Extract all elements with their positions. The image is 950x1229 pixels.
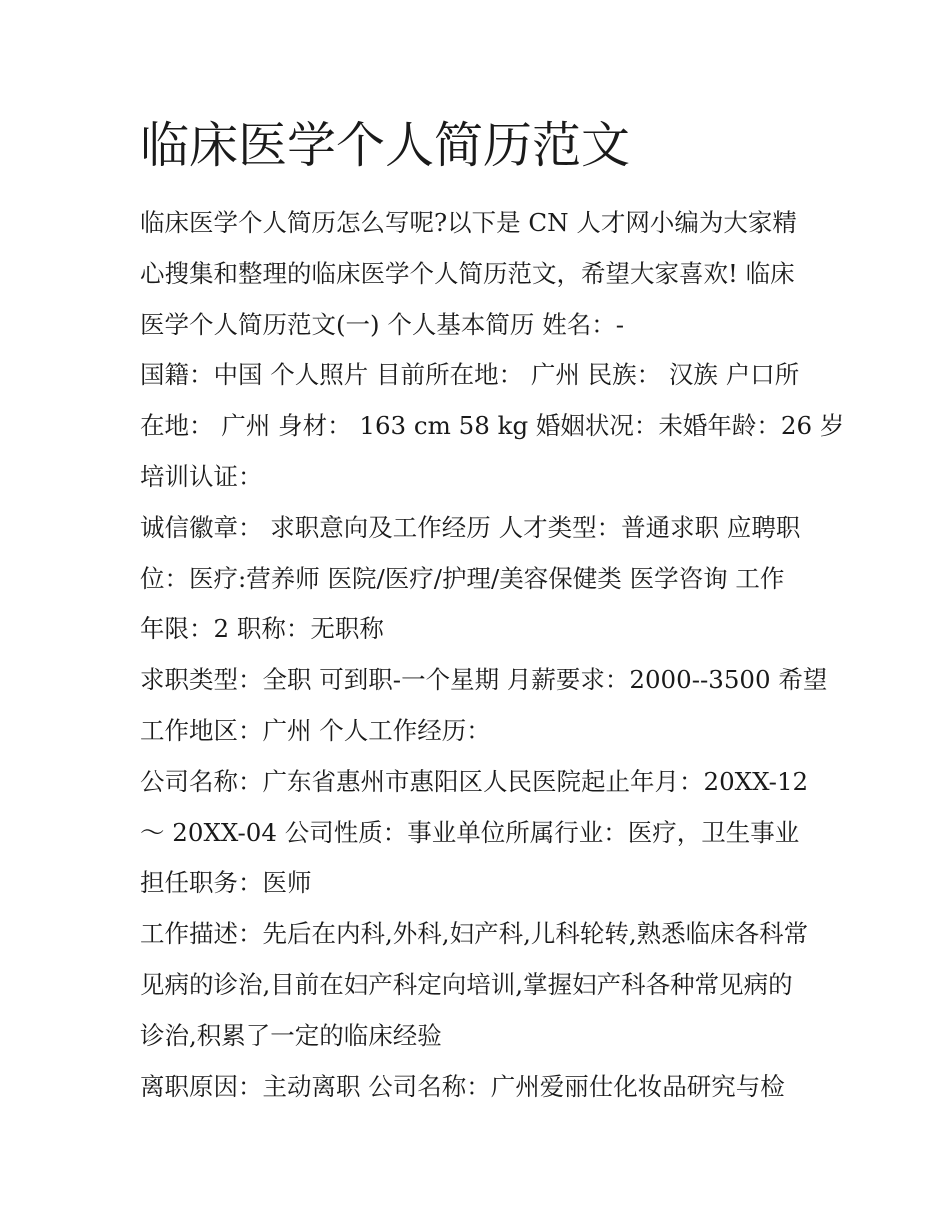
body-line: 在地： 广州 身材： 163 cm 58 kg 婚姻状况：未婚年龄：26 岁 [140, 411, 845, 441]
body-line: 见病的诊治,目前在妇产科定向培训,掌握妇产科各种常见病的 [140, 969, 793, 999]
body-line: 公司名称：广东省惠州市惠阳区人民医院起止年月：20XX-12 [140, 766, 809, 796]
body-line: 位：医疗:营养师 医院/医疗/护理/美容保健类 医学咨询 工作 [140, 563, 785, 593]
body-line: 年限：2 职称：无职称 [140, 614, 384, 644]
body-line: ～ 20XX-04 公司性质：事业单位所属行业：医疗，卫生事业 [140, 817, 800, 847]
body-line: 国籍：中国 个人照片 目前所在地： 广州 民族： 汉族 户口所 [140, 360, 800, 390]
body-line: 医学个人简历范文(一) 个人基本简历 姓名：- [140, 309, 624, 339]
body-line: 诊治,积累了一定的临床经验 [140, 1020, 442, 1050]
body-line: 工作地区：广州 个人工作经历： [140, 715, 491, 745]
body-line: 工作描述：先后在内科,外科,妇产科,儿科轮转,熟悉临床各科常 [140, 919, 809, 949]
body-line: 担任职务：医师 [140, 868, 312, 898]
body-line: 求职类型：全职 可到职-一个星期 月薪要求：2000--3500 希望 [140, 665, 828, 695]
body-line: 离职原因：主动离职 公司名称：广州爱丽仕化妆品研究与检 [140, 1071, 785, 1101]
document-title: 临床医学个人简历范文 [140, 117, 631, 174]
document-body [140, 203, 844, 1117]
body-line: 培训认证： [140, 461, 263, 491]
body-line: 心搜集和整理的临床医学个人简历范文，希望大家喜欢! 临床 [140, 258, 795, 288]
body-line: 诚信徽章： 求职意向及工作经历 人才类型：普通求职 应聘职 [140, 512, 801, 542]
body-line: 临床医学个人简历怎么写呢?以下是 CN 人才网小编为大家精 [140, 208, 797, 237]
